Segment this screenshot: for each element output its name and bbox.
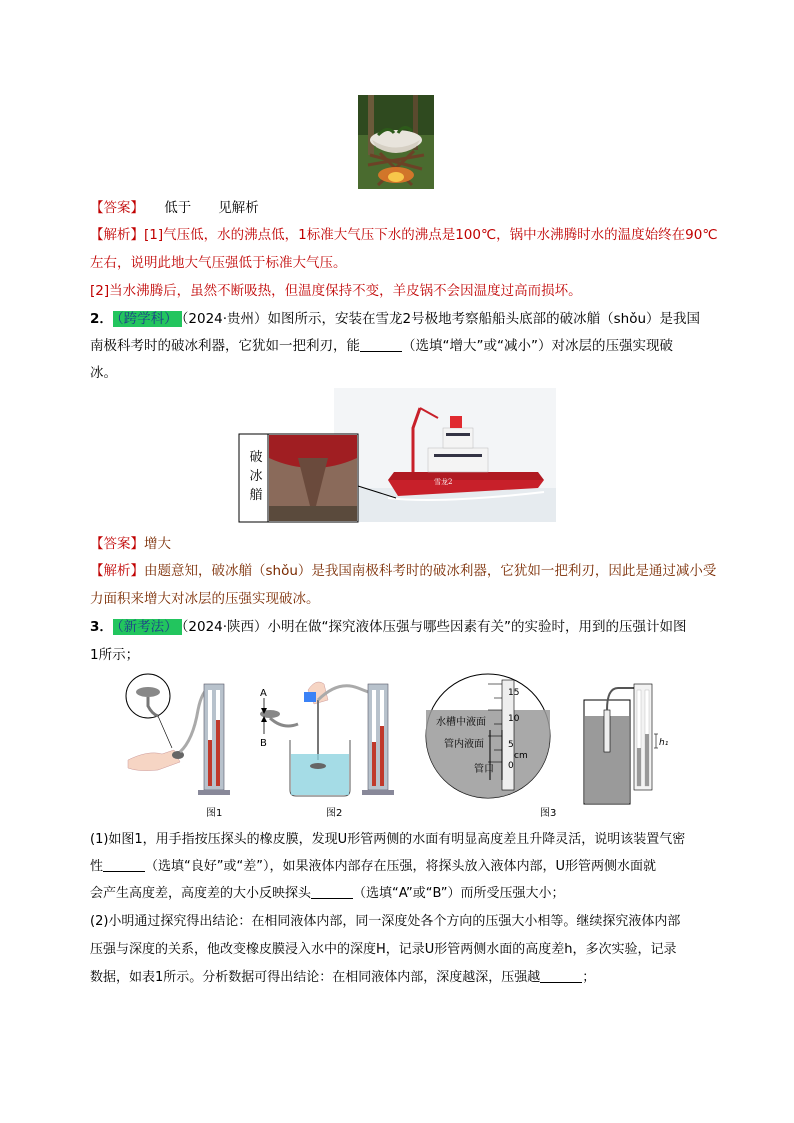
q3-line-2 [90, 645, 139, 665]
fig2-label: 图2 [326, 808, 343, 819]
q2-text-2a: 南极科考时的破冰利器，它犹如一把利刃，能 [90, 338, 360, 354]
q2-text-2b: （选填“增大”或“减小”）对冰层的压强实现破 [402, 338, 673, 354]
fig3-label: 图3 [540, 808, 557, 819]
q2-line-2 [90, 336, 673, 356]
answer-line-1 [90, 198, 259, 218]
q3-number: 3． [90, 619, 113, 635]
q2-text-1: （2024·贵州）如图所示，安装在雪龙2号极地考察船船头底部的破冰艏（shǒu）是我国 [181, 311, 701, 327]
q3-p1-text-1: (1)如图1，用手指按压探头的橡皮膜，发现U形管两侧的水面有明显高度差且升降灵活，说明该装置气密 [90, 832, 686, 847]
label-tank: 水槽中液面 [436, 717, 486, 728]
ship-name: 雪龙2 [434, 478, 453, 486]
label-a: A [260, 688, 267, 699]
q3-p1-line-3 [90, 884, 564, 904]
analysis-text-2: 左右，说明此地大气压强低于标准大气压。 [90, 255, 347, 271]
q2-text-3: 冰。 [90, 365, 117, 381]
q2-answer-text: 增大 [144, 536, 171, 552]
q3-p1-blank-1[interactable] [103, 857, 145, 872]
q3-p2-text-3: 数据，如表1所示。分析数据可得出结论：在相同液体内部，深度越深，压强越 [90, 970, 541, 985]
q2-fig-label [246, 448, 266, 505]
photo-lambskin-pot [358, 95, 434, 189]
tick-0: 0 [508, 761, 514, 771]
tick-5: 5 [508, 740, 514, 750]
q2-number: 2． [90, 311, 113, 327]
q2-answer [90, 534, 171, 554]
q2-line-3 [90, 363, 117, 383]
q2-tag: （跨学科） [113, 311, 182, 327]
label-mouth: 管口 [474, 764, 494, 775]
scale-unit: cm [514, 751, 528, 761]
q2-analysis-text-2: 力面积来增大对冰层的压强实现破冰。 [90, 591, 320, 607]
tick-15: 15 [508, 688, 520, 698]
q3-p1-text-2b: （选填“良好”或“差”），如果液体内部存在压强，将探头放入液体内部，U形管两侧水面就 [145, 859, 656, 874]
fig-label-char-2: 冰 [249, 469, 263, 484]
answer-text: 低于 见解析 [137, 200, 259, 216]
q3-p1-text-3a: 会产生高度差，高度差的大小反映探头 [90, 886, 312, 901]
q2-answer-key: 【答案】 [90, 536, 144, 552]
fig-label-char-1: 破 [249, 450, 263, 465]
q3-p2-text-2: 压强与深度的关系，他改变橡皮膜浸入水中的深度H，记录U形管两侧水面的高度差h，多次实验，记录 [90, 942, 677, 957]
q3-p2-line-2 [90, 940, 677, 960]
q3-p1-text-2a: 性 [90, 859, 104, 874]
answer-key: 【答案】 [90, 200, 138, 216]
q3-text-1: （2024·陕西）小明在做“探究液体压强与哪些因素有关”的实验时，用到的压强计如图 [181, 619, 687, 635]
figure-2 [260, 682, 394, 819]
fig-label-char-3: 艏 [249, 488, 263, 503]
q3-figures [118, 670, 674, 822]
q3-p2-text-1: (2)小明通过探究得出结论：在相同液体内部，同一深度处各个方向的压强大小相等。继续探究液体内部 [90, 914, 681, 929]
q2-analysis-2 [90, 589, 320, 609]
analysis-text-3: [2]当水沸腾后，虽然不断吸热，但温度保持不变，羊皮锅不会因温度过高而损坏。 [90, 283, 582, 299]
q2-figure [238, 388, 556, 524]
analysis-line-3 [90, 281, 582, 301]
analysis-line-2 [90, 253, 347, 273]
label-tube: 管内液面 [444, 739, 484, 750]
q3-text-2: 1所示； [90, 647, 140, 663]
q3-tag: （新考法） [113, 619, 182, 635]
fig1-label: 图1 [206, 808, 223, 819]
q2-analysis-key: 【解析】 [90, 563, 144, 579]
tick-10: 10 [508, 714, 520, 724]
q3-p2-blank[interactable] [540, 968, 582, 983]
q3-p1-text-3b: （选填“A”或“B”）而所受压强大小； [353, 886, 565, 901]
q3-p1-blank-2[interactable] [311, 884, 353, 899]
q3-line-1 [90, 617, 687, 637]
analysis-line-1 [90, 225, 717, 245]
q3-p2-line-1 [90, 912, 680, 932]
label-b: B [260, 738, 267, 749]
q2-line-1 [90, 309, 700, 329]
label-h1: h₁ [659, 738, 669, 748]
q2-blank[interactable] [360, 337, 402, 352]
q3-p1-line-1 [90, 830, 685, 850]
q3-p1-line-2 [90, 857, 656, 877]
q2-analysis-1 [90, 561, 716, 581]
figure-3 [426, 674, 669, 819]
figure-1 [126, 674, 230, 819]
analysis-text-1: [1]气压低，水的沸点低，1标准大气压下水的沸点是100℃，锅中水沸腾时水的温度始终在90℃ [144, 227, 718, 243]
analysis-key: 【解析】 [90, 227, 144, 243]
q3-p2-line-3: 数据，如表1所示。分析数据可得出结论：在相同液体内部，深度越深，压强越 ； [90, 970, 596, 985]
q2-analysis-text-1: 由题意知，破冰艏（shǒu）是我国南极科考时的破冰利器，它犹如一把利刃，因此是通过减小受 [144, 563, 717, 579]
